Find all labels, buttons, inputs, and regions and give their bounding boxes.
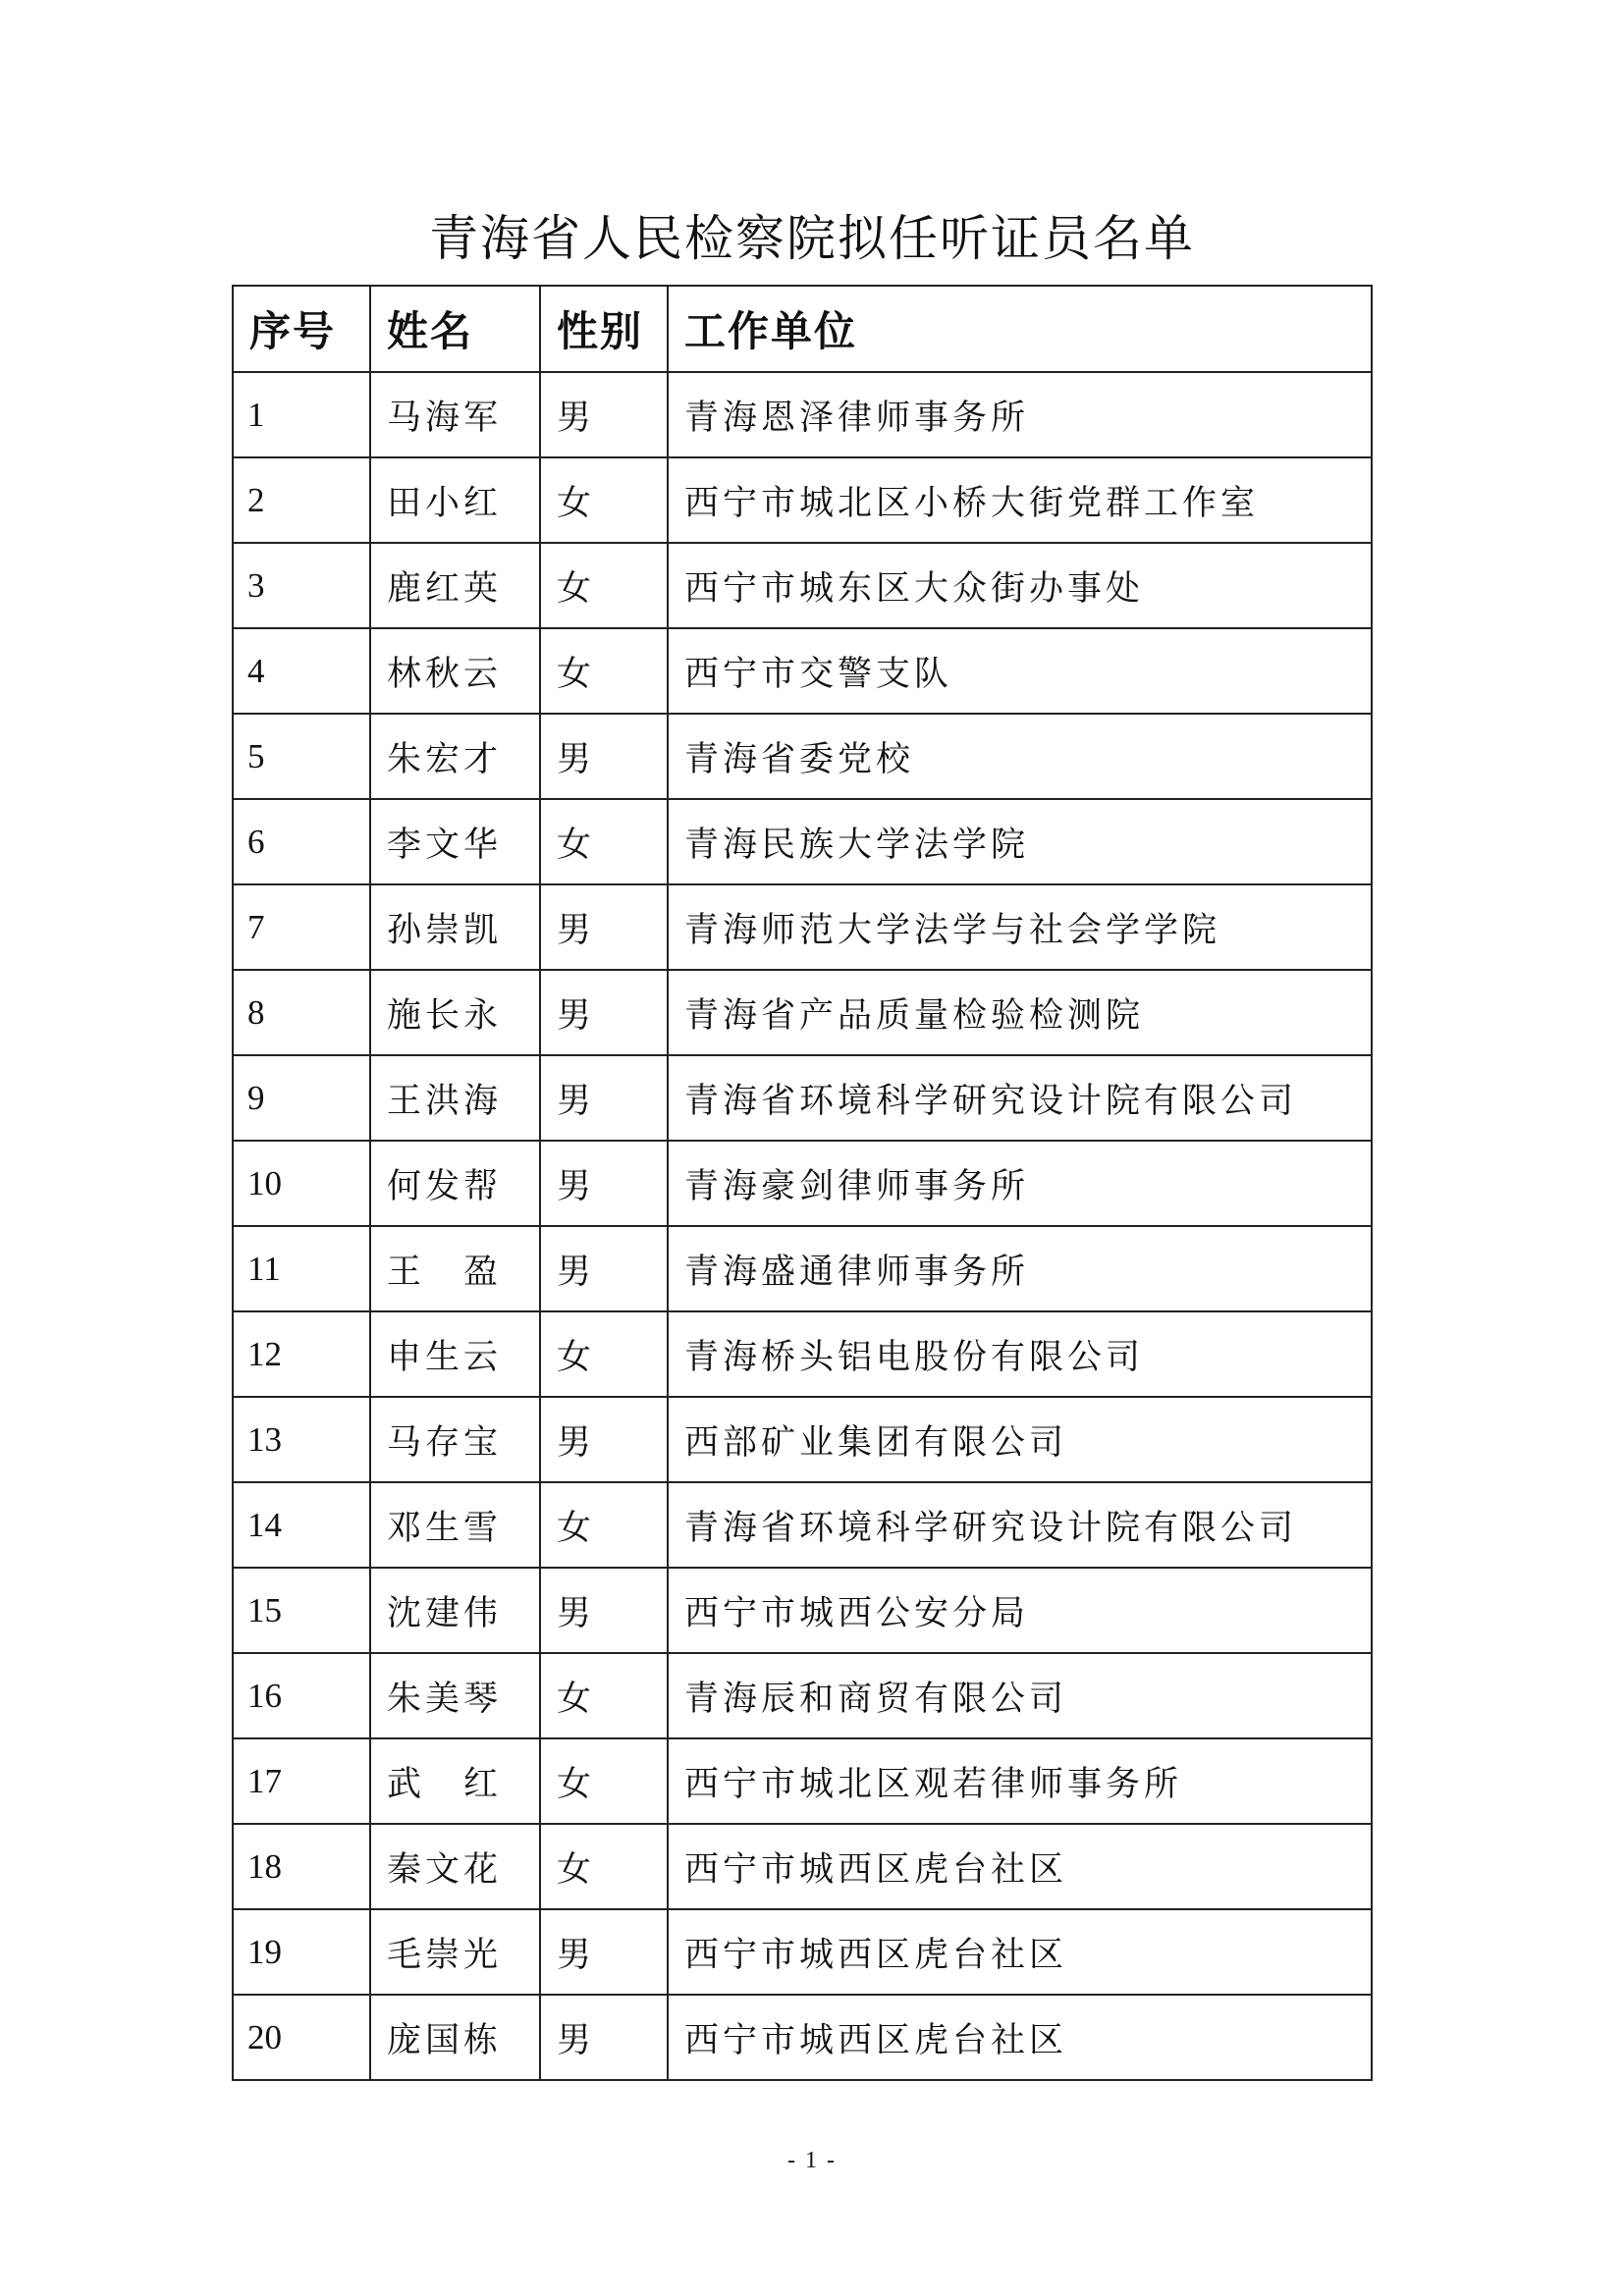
cell-work-unit: 西宁市交警支队 — [668, 628, 1372, 714]
cell-work-unit: 青海师范大学法学与社会学学院 — [668, 884, 1372, 970]
cell-serial-number: 14 — [233, 1482, 370, 1568]
cell-serial-number: 11 — [233, 1226, 370, 1311]
cell-serial-number: 7 — [233, 884, 370, 970]
table-row — [233, 1909, 1372, 1995]
cell-serial-number: 17 — [233, 1738, 370, 1824]
cell-gender: 女 — [540, 1824, 668, 1909]
cell-name: 武 红 — [370, 1738, 540, 1824]
cell-serial-number: 3 — [233, 543, 370, 628]
table-row — [233, 1055, 1372, 1141]
cell-gender: 女 — [540, 1311, 668, 1397]
cell-serial-number: 9 — [233, 1055, 370, 1141]
cell-serial-number: 19 — [233, 1909, 370, 1995]
cell-work-unit: 青海桥头铝电股份有限公司 — [668, 1311, 1372, 1397]
table-row — [233, 543, 1372, 628]
cell-work-unit: 青海省环境科学研究设计院有限公司 — [668, 1055, 1372, 1141]
cell-name: 李文华 — [370, 799, 540, 884]
cell-work-unit: 西宁市城西区虎台社区 — [668, 1824, 1372, 1909]
cell-serial-number: 8 — [233, 970, 370, 1055]
cell-gender: 女 — [540, 628, 668, 714]
cell-serial-number: 5 — [233, 714, 370, 799]
table-row — [233, 1397, 1372, 1482]
cell-gender: 男 — [540, 714, 668, 799]
cell-name: 田小红 — [370, 457, 540, 543]
cell-work-unit: 青海民族大学法学院 — [668, 799, 1372, 884]
cell-name: 王 盈 — [370, 1226, 540, 1311]
cell-name: 林秋云 — [370, 628, 540, 714]
cell-serial-number: 18 — [233, 1824, 370, 1909]
cell-gender: 男 — [540, 884, 668, 970]
cell-work-unit: 西宁市城北区小桥大街党群工作室 — [668, 457, 1372, 543]
cell-work-unit: 西宁市城西区虎台社区 — [668, 1995, 1372, 2080]
table-body — [233, 372, 1372, 2080]
cell-gender: 男 — [540, 970, 668, 1055]
table-row — [233, 714, 1372, 799]
cell-name: 马海军 — [370, 372, 540, 457]
table-row — [233, 799, 1372, 884]
cell-name: 马存宝 — [370, 1397, 540, 1482]
table-row — [233, 970, 1372, 1055]
header-work-unit: 工作单位 — [668, 286, 1372, 372]
cell-serial-number: 2 — [233, 457, 370, 543]
cell-serial-number: 1 — [233, 372, 370, 457]
cell-name: 庞国栋 — [370, 1995, 540, 2080]
cell-serial-number: 16 — [233, 1653, 370, 1738]
cell-gender: 男 — [540, 1568, 668, 1653]
cell-name: 鹿红英 — [370, 543, 540, 628]
cell-work-unit: 青海辰和商贸有限公司 — [668, 1653, 1372, 1738]
cell-work-unit: 青海省委党校 — [668, 714, 1372, 799]
cell-serial-number: 13 — [233, 1397, 370, 1482]
cell-name: 施长永 — [370, 970, 540, 1055]
table-row — [233, 372, 1372, 457]
cell-name: 秦文花 — [370, 1824, 540, 1909]
cell-serial-number: 6 — [233, 799, 370, 884]
table-row — [233, 1653, 1372, 1738]
cell-name: 朱宏才 — [370, 714, 540, 799]
cell-gender: 女 — [540, 1653, 668, 1738]
cell-work-unit: 青海省环境科学研究设计院有限公司 — [668, 1482, 1372, 1568]
table-row — [233, 1995, 1372, 2080]
cell-name: 毛崇光 — [370, 1909, 540, 1995]
cell-serial-number: 4 — [233, 628, 370, 714]
cell-work-unit: 西宁市城西公安分局 — [668, 1568, 1372, 1653]
cell-work-unit: 青海省产品质量检验检测院 — [668, 970, 1372, 1055]
cell-gender: 男 — [540, 1141, 668, 1226]
header-gender: 性别 — [540, 286, 668, 372]
table-row — [233, 1226, 1372, 1311]
cell-work-unit: 西宁市城西区虎台社区 — [668, 1909, 1372, 1995]
page-number: - 1 - — [787, 2148, 837, 2173]
page-title: 青海省人民检察院拟任听证员名单 — [429, 210, 1195, 267]
cell-name: 申生云 — [370, 1311, 540, 1397]
table-row — [233, 1311, 1372, 1397]
cell-serial-number: 15 — [233, 1568, 370, 1653]
cell-gender: 男 — [540, 1397, 668, 1482]
cell-work-unit: 青海豪剑律师事务所 — [668, 1141, 1372, 1226]
cell-serial-number: 20 — [233, 1995, 370, 2080]
table-row — [233, 1824, 1372, 1909]
table-header-row — [233, 286, 1372, 372]
cell-gender: 男 — [540, 372, 668, 457]
cell-gender: 女 — [540, 543, 668, 628]
cell-gender: 女 — [540, 1738, 668, 1824]
table-row — [233, 1568, 1372, 1653]
header-serial-number: 序号 — [233, 286, 370, 372]
table-row — [233, 1738, 1372, 1824]
cell-gender: 男 — [540, 1909, 668, 1995]
cell-name: 沈建伟 — [370, 1568, 540, 1653]
cell-gender: 男 — [540, 1226, 668, 1311]
cell-gender: 男 — [540, 1055, 668, 1141]
table-row — [233, 457, 1372, 543]
cell-serial-number: 10 — [233, 1141, 370, 1226]
hearing-officer-table — [232, 285, 1373, 2081]
cell-name: 孙崇凯 — [370, 884, 540, 970]
cell-gender: 女 — [540, 799, 668, 884]
cell-gender: 女 — [540, 1482, 668, 1568]
cell-gender: 男 — [540, 1995, 668, 2080]
header-name: 姓名 — [370, 286, 540, 372]
table-row — [233, 1482, 1372, 1568]
cell-work-unit: 西宁市城北区观若律师事务所 — [668, 1738, 1372, 1824]
cell-serial-number: 12 — [233, 1311, 370, 1397]
table-row — [233, 1141, 1372, 1226]
cell-name: 王洪海 — [370, 1055, 540, 1141]
table-row — [233, 628, 1372, 714]
cell-work-unit: 青海恩泽律师事务所 — [668, 372, 1372, 457]
cell-name: 朱美琴 — [370, 1653, 540, 1738]
cell-work-unit: 西宁市城东区大众街办事处 — [668, 543, 1372, 628]
cell-gender: 女 — [540, 457, 668, 543]
cell-work-unit: 青海盛通律师事务所 — [668, 1226, 1372, 1311]
cell-name: 邓生雪 — [370, 1482, 540, 1568]
cell-name: 何发帮 — [370, 1141, 540, 1226]
table-row — [233, 884, 1372, 970]
cell-work-unit: 西部矿业集团有限公司 — [668, 1397, 1372, 1482]
